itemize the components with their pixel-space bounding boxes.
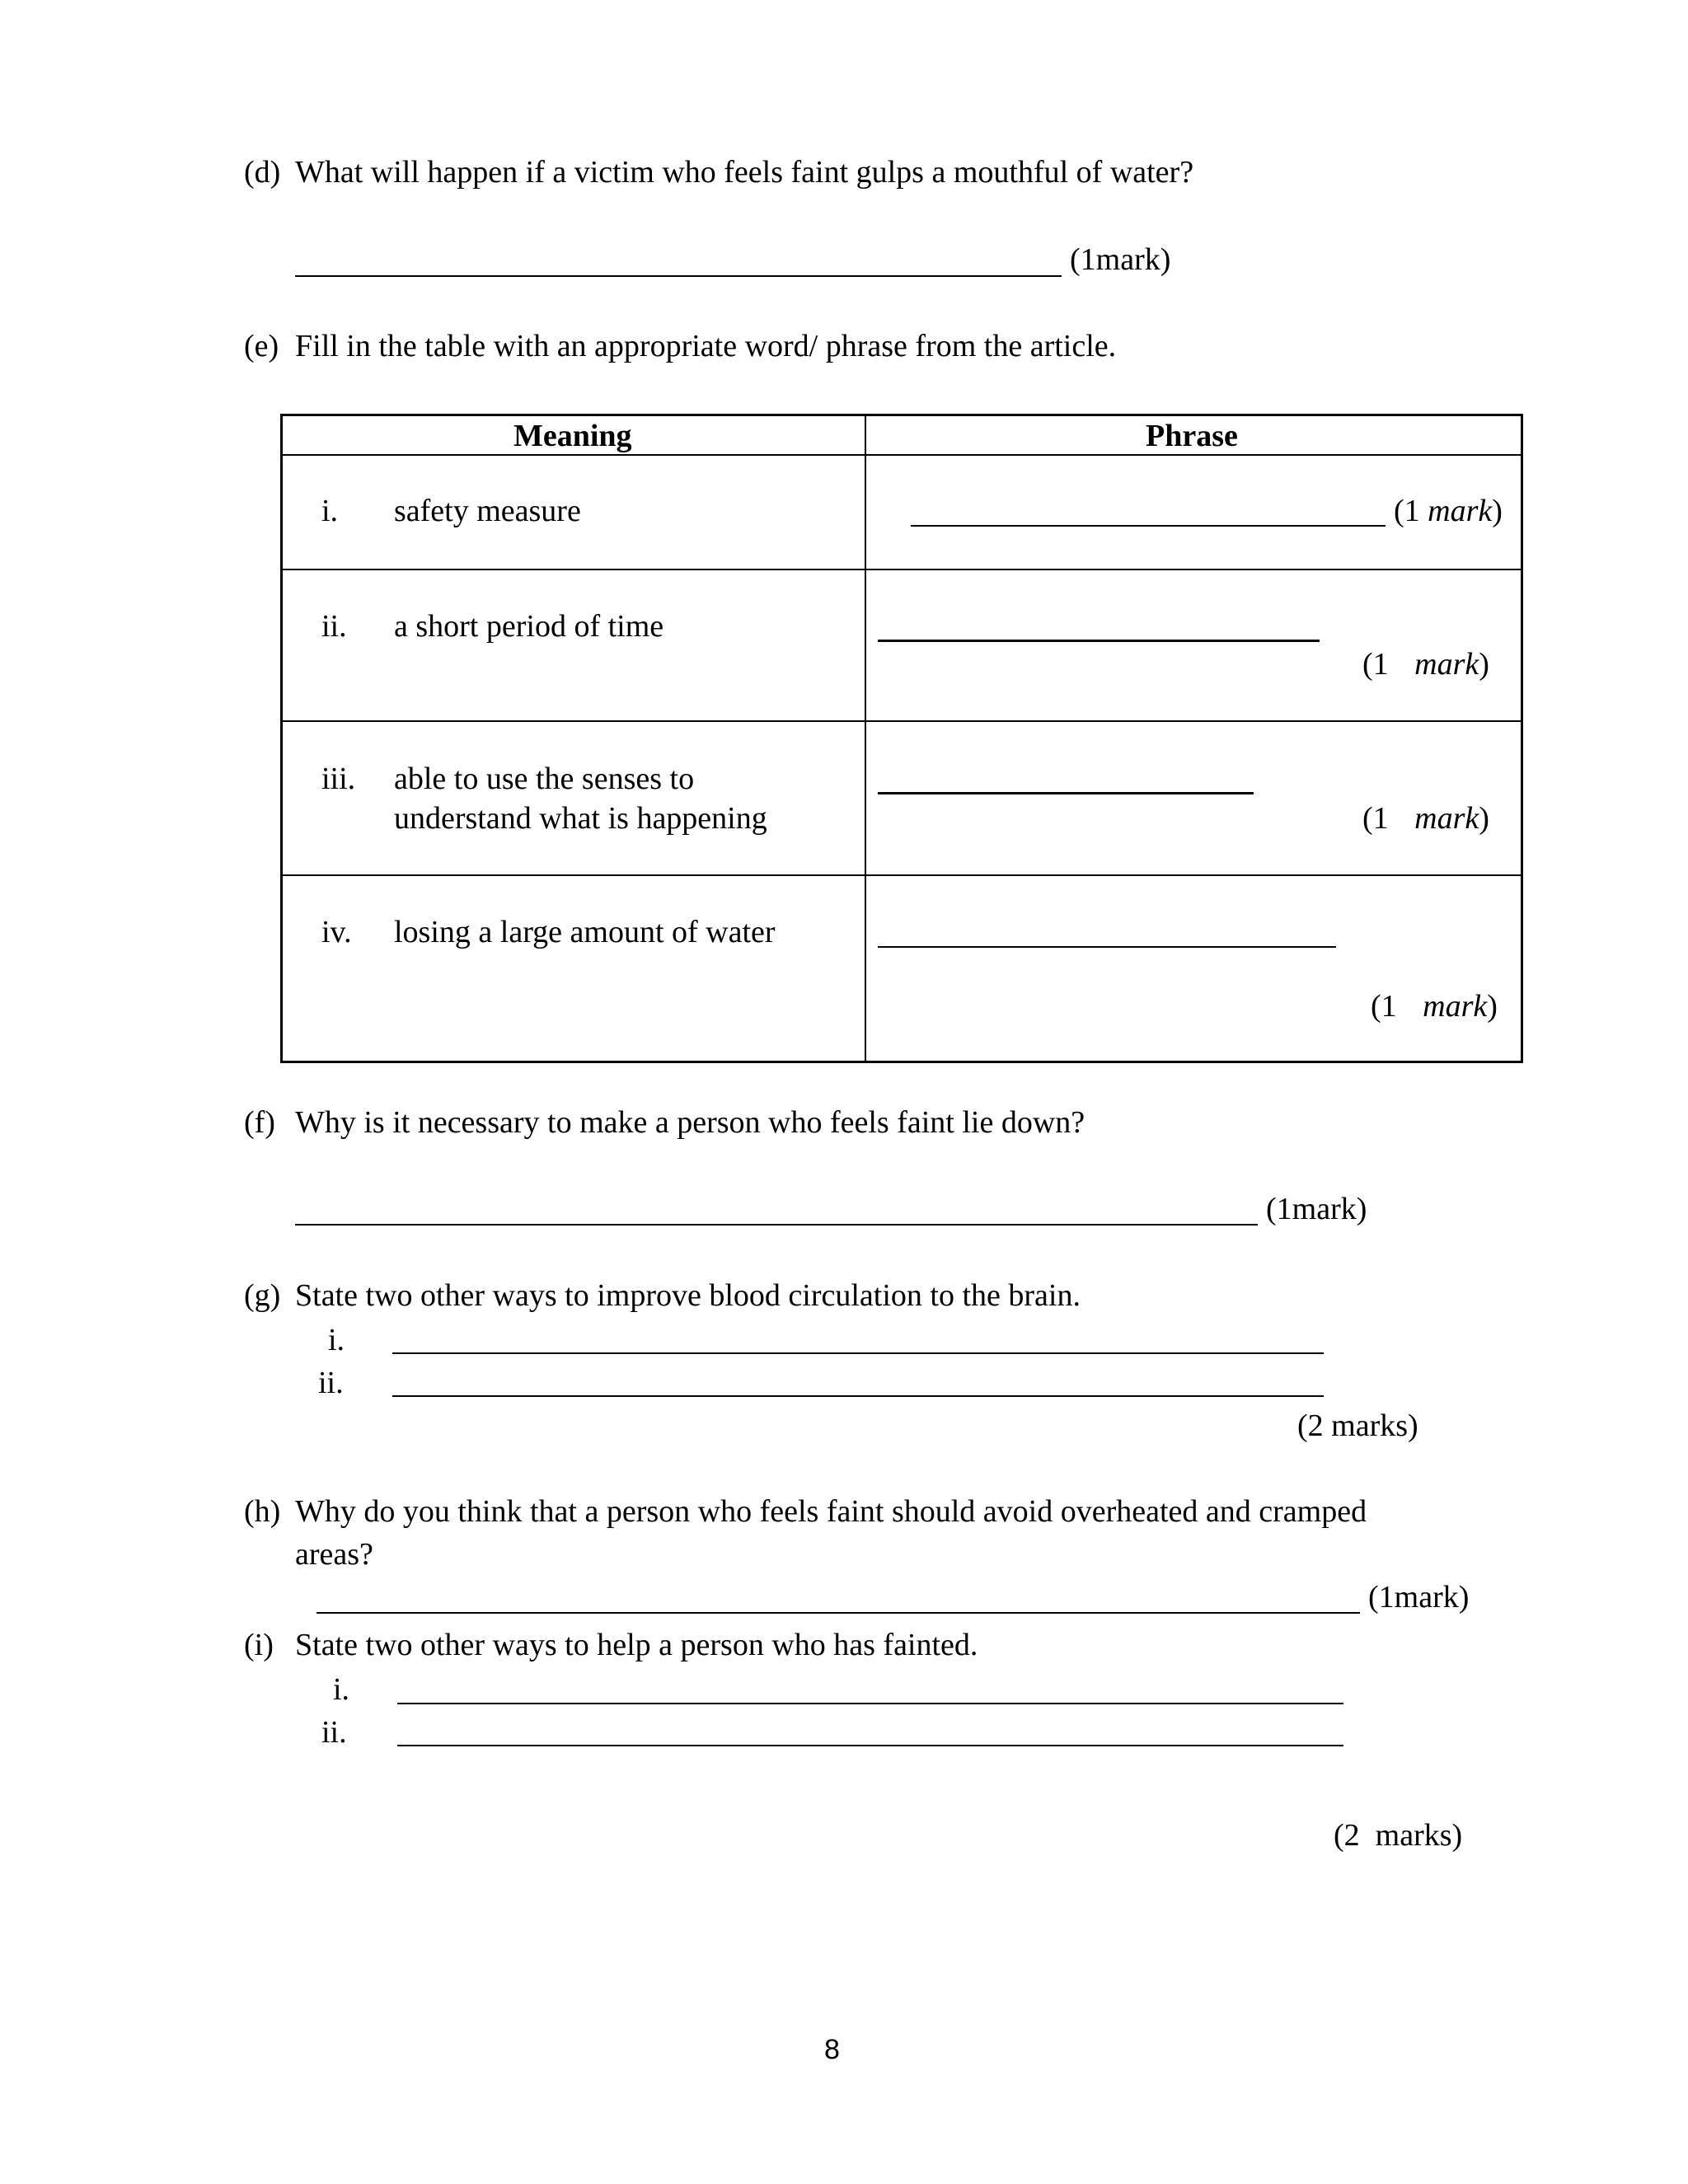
table-row-meaning: a short period of time	[394, 609, 664, 644]
question-i-text: State two other ways to help a person who has fainted.	[295, 1628, 978, 1662]
table-row-number: ii.	[321, 609, 347, 644]
vocabulary-table	[280, 414, 1523, 1063]
question-h-text-line1: Why do you think that a person who feels faint should avoid overheated and cramped	[295, 1494, 1367, 1529]
answer-line-h[interactable]	[316, 1612, 1360, 1614]
question-i-item-number: i.	[333, 1672, 350, 1707]
question-i-marks: (2 marks)	[1334, 1818, 1463, 1853]
question-g-label: (g)	[244, 1278, 281, 1313]
answer-line-f[interactable]	[295, 1224, 1258, 1226]
table-row-meaning: losing a large amount of water	[394, 915, 776, 949]
question-g-text: State two other ways to improve blood circulation to the brain.	[295, 1278, 1081, 1313]
answer-line-i-2[interactable]	[397, 1745, 1343, 1746]
question-d-marks: (1mark)	[1070, 242, 1171, 277]
table-row-number: iii.	[321, 762, 356, 796]
question-i-label: (i)	[244, 1628, 274, 1662]
answer-line-g-2[interactable]	[392, 1395, 1324, 1397]
table-answer-line[interactable]	[878, 792, 1254, 794]
table-row-number: i.	[321, 494, 339, 528]
question-g-item-number: ii.	[318, 1366, 344, 1400]
question-e-text: Fill in the table with an appropriate word/ phrase from the article.	[295, 329, 1117, 363]
table-row-meaning: safety measure	[394, 494, 581, 528]
table-header-meaning: Meaning	[513, 419, 632, 453]
table-row-divider	[283, 720, 1521, 722]
table-header-phrase: Phrase	[1146, 419, 1238, 453]
answer-line-d[interactable]	[295, 275, 1062, 277]
question-g-item-number: i.	[328, 1323, 345, 1357]
question-f-marks: (1mark)	[1266, 1192, 1367, 1226]
table-row-marks: (1 mark)	[1394, 494, 1503, 528]
question-d-text: What will happen if a victim who feels faint gulps a mouthful of water?	[295, 155, 1194, 190]
table-row-meaning-line1: able to use the senses to	[394, 762, 695, 796]
table-row-meaning-line2: understand what is happening	[394, 801, 767, 836]
answer-line-g-1[interactable]	[392, 1352, 1324, 1354]
question-h-label: (h)	[244, 1494, 281, 1529]
question-f-text: Why is it necessary to make a person who feels faint lie down?	[295, 1105, 1085, 1140]
answer-line-i-1[interactable]	[397, 1703, 1343, 1704]
question-d-label: (d)	[244, 155, 281, 190]
question-i-item-number: ii.	[321, 1715, 347, 1750]
question-g-marks: (2 marks)	[1297, 1408, 1418, 1443]
table-answer-line[interactable]	[911, 525, 1386, 527]
question-e-label: (e)	[244, 329, 279, 363]
question-f-label: (f)	[244, 1105, 275, 1140]
table-row-marks: (1 mark)	[1362, 801, 1489, 836]
table-row-divider	[283, 874, 1521, 876]
question-h-text-line2: areas?	[295, 1537, 373, 1572]
page-number: 8	[824, 2034, 840, 2065]
table-row-divider	[283, 569, 1521, 570]
table-row-marks: (1 mark)	[1371, 989, 1498, 1024]
table-row-number: iv.	[321, 915, 352, 949]
table-row-marks: (1 mark)	[1362, 647, 1489, 682]
table-answer-line[interactable]	[878, 640, 1320, 642]
table-column-divider	[865, 416, 866, 1061]
table-answer-line[interactable]	[878, 946, 1336, 948]
table-header-divider	[283, 454, 1521, 456]
question-h-marks: (1mark)	[1368, 1580, 1470, 1615]
